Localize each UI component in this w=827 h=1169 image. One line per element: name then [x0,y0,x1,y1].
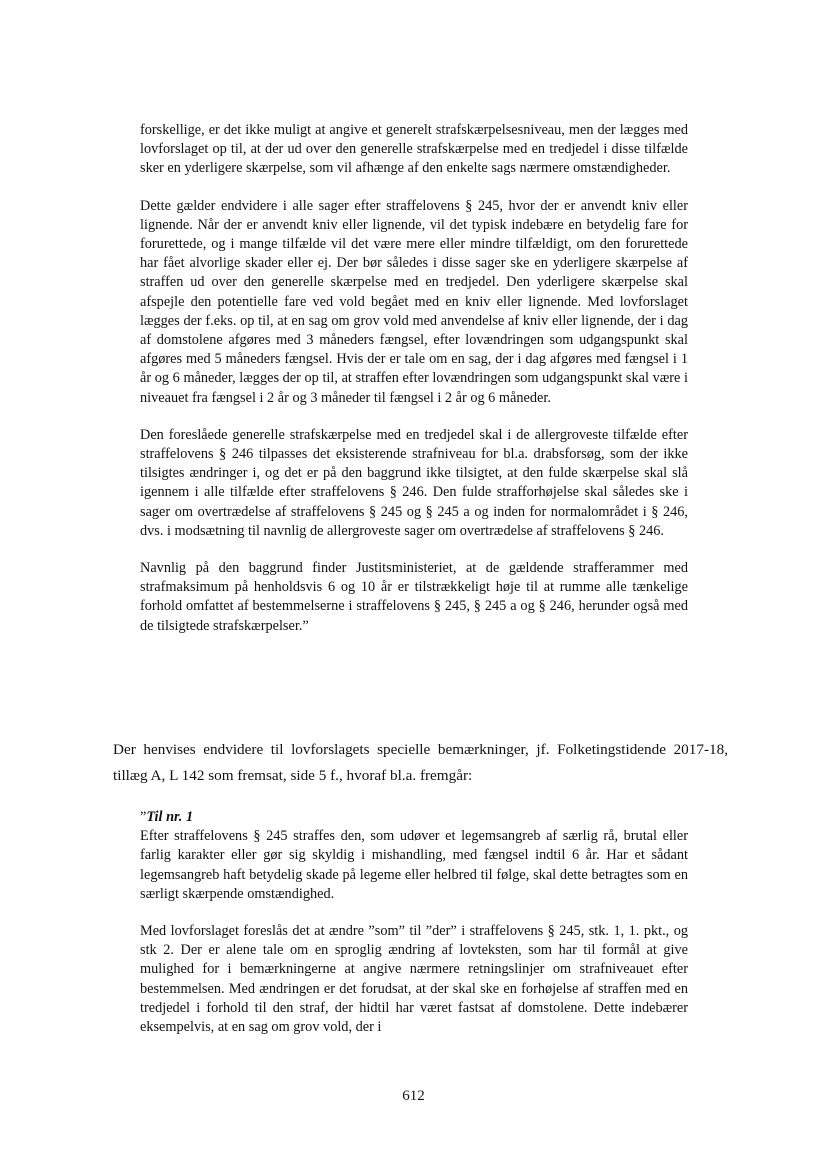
quote1-paragraph-1: forskellige, er det ikke muligt at angive et generelt strafskærpelsesniveau, men der lægges med lovforslaget op til, at der ud over den generelle strafskærpelse med en tredjedel i disse tilfælde sker en yderligere skærpelse, som vil afhænge af den enkelte sags nærmere omstændigheder. [140,122,688,177]
quote2-paragraph-2: Med lovforslaget foreslås det at ændre ”som” til ”der” i straffelovens § 245, stk. 1, 1. pkt., og stk 2. Der er alene tale om en sproglig ændring af lovteksten, som har til formål at give mulighed for i bemærkningerne at angive nærmere retningslinjer om strafniveauet efter bestemmelsen. Med ændringen er det forudsat, at der skal ske en forhøjelse af straffen med en tredjedel i forhold til den straf, der hidtil har været fastsat af domstolene. Dette indebærer eksempelvis, at en sag om grov vold, der i [140,923,688,1036]
section-heading [140,808,688,827]
heading-quote-mark: ” [140,809,147,825]
quote1-paragraph-3: Den foreslåede generelle strafskærpelse med en tredjedel skal i de allergroveste tilfælde efter straffelovens § 246 tilpasses det eksisterende strafniveau for bl.a. drabsforsøg, som der ikke tilsigtes ændringer i, og det er på den baggrund ikke tilsigtet, at den fulde skærpelse skal slå igennem i alle tilfælde efter straffelovens § 246. Den fulde strafforhøjelse skal således ske i sager om overtrædelse af straffelovens § 245 og § 245 a og inden for normalområdet i § 246, dvs. i modsætning til navnlig de allergroveste sager om overtrædelse af straffelovens § 246. [140,426,688,539]
quote1-paragraph-2: Dette gælder endvidere i alle sager efter straffelovens § 245, hvor der er anvendt kniv eller lignende. Når der er anvendt kniv eller lignende, vil det typisk indebære en betydelig fare for forurettede, og i mange tilfælde vil det være mere eller mindre tilfældigt, om den forurettede har fået alvorlige skader eller ej. Der bør således i disse sager ske en yderligere skærpelse af straffen ud over den generelle skærpelse med en tredjedel. Den yderligere skærpelse skal afspejle den potentielle fare ved vold begået med en kniv eller lignende. Med lovforslaget lægges der f.eks. op til, at en sag om grov vold med anvendelse af kniv eller lignende, der i dag af domstolene afgøres med 3 måneders fængsel, efter lovændringen som udgangspunkt skal afgøres med 5 måneders fængsel. Hvis der er tale om en sag, der i dag afgøres med fængsel i 1 år og 6 måneder, lægges der op til, at straffen efter lovændringen som udgangspunkt skal være i niveauet fra fængsel i 2 år og 3 måneder til fængsel i 2 år og 6 måneder. [140,197,688,406]
body-text [113,737,728,789]
quoted-passage-1 [140,121,688,654]
quote2-paragraph-1: Efter straffelovens § 245 straffes den, som udøver et legemsangreb af særlig rå, brutal eller farlig karakter eller gør sig skyldig i mishandling, med fængsel indtil 6 år. Har et sådant legemsangreb haft betydelig skade på legeme eller helbred til følge, skal dette betragtes som en særligt skærpende omstændighed. [140,828,688,902]
quote1-paragraph-4: Navnlig på den baggrund finder Justitsministeriet, at de gældende strafferammer med strafmaksimum på henholdsvis 6 og 10 år er tilstrækkeligt høje til at rumme alle tænkelige forhold omfattet af bestemmelserne i straffelovens § 245, § 245 a og § 246, herunder også med de tilsigtede strafskærpelser.” [140,560,688,634]
quoted-passage-2 [140,808,688,1055]
page-number: 612 [402,1088,425,1104]
heading-text: Til nr. 1 [146,809,194,825]
body-paragraph: Der henvises endvidere til lovforslagets specielle bemærkninger, jf. Folketingstidende 2017-18, tillæg A, L 142 som fremsat, side 5 f., hvoraf bl.a. fremgår: [113,741,728,784]
